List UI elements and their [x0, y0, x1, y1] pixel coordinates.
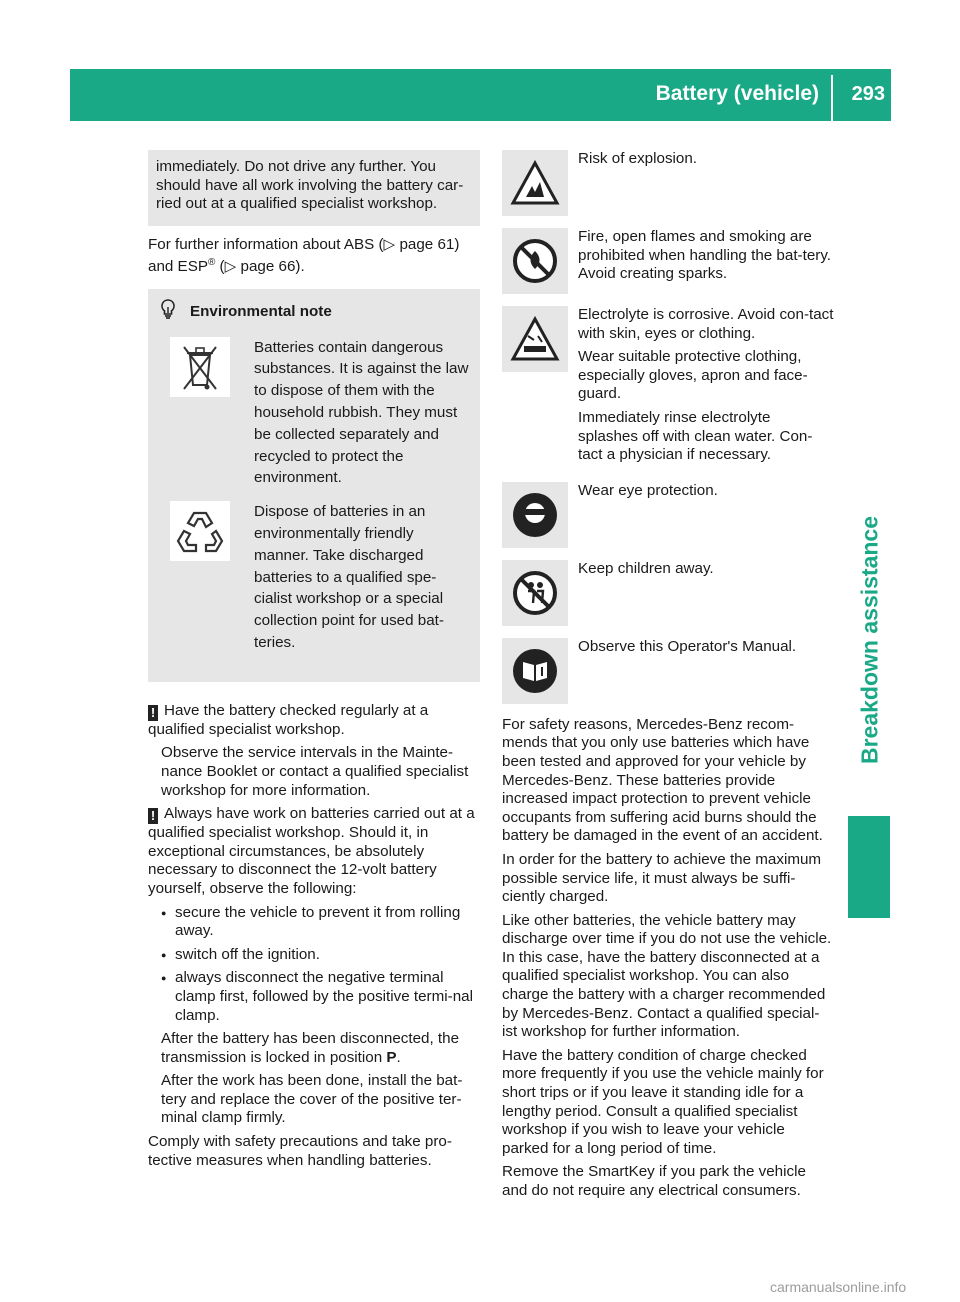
symbol-row — [502, 560, 834, 626]
warning-note: ! Have the battery checked regularly at a qualified specialist workshop. — [148, 701, 429, 738]
list-item: ● switch off the ignition. — [161, 946, 480, 965]
registered-mark: ® — [207, 257, 216, 269]
warning-note: ! Always have work on batteries carried out at a qualified specialist workshop. Should it, in exceptional circumstances, be absolutely necessary to disconnect the 12-volt battery yourself, observe the following: — [148, 805, 475, 897]
abs-page-link[interactable]: page 61) — [399, 235, 460, 253]
eye-protection-icon — [502, 482, 568, 548]
symbol-row — [502, 150, 834, 216]
symbol-text: Electrolyte is corrosive. Avoid con-tact with skin, eyes or clothing. Wear suitable protective clothing, especially gloves, apron and face-guard. Immediately rinse electrolyte splashes off with clean water. Con-tact a physician if necessary. — [578, 306, 834, 464]
symbol-text: Keep children away. — [578, 559, 714, 577]
comply-note: Comply with safety precautions and take pro-tective measures when handling batteries. — [148, 1133, 452, 1169]
symbol-text: Wear eye protection. — [578, 481, 718, 499]
operator-manual-icon — [502, 638, 568, 704]
recycle-icon — [170, 501, 230, 561]
header-divider — [831, 75, 833, 121]
watermark: carmanualsonline.info — [770, 1279, 907, 1295]
body-paragraph: Have the battery condition of charge checked more frequently if you use the vehicle mainly for short trips or if you leave it standing idle for a lengthy period. Consult a qualified specialist workshop if you wish to leave your vehicle parked for a long period of time. — [502, 1046, 824, 1157]
section-tab — [848, 515, 892, 765]
right-column — [502, 150, 834, 1206]
section-tab-label: Breakdown assistance — [856, 515, 883, 765]
symbol-row — [502, 638, 834, 704]
exclamation-icon: ! — [148, 705, 158, 721]
service-interval-note: Observe the service intervals in the Mainte-nance Booklet or contact a qualified specialist workshop for more information. — [161, 744, 469, 799]
page-number: 293 — [851, 83, 885, 105]
arrow-icon: ▷ — [224, 258, 237, 276]
section-marker — [848, 816, 890, 918]
crossed-bin-icon — [170, 337, 230, 397]
exclamation-icon: ! — [148, 808, 158, 824]
symbol-row — [502, 482, 834, 548]
symbol-text: Risk of explosion. — [578, 150, 698, 167]
env-item — [160, 501, 472, 654]
corrosive-warning-icon — [502, 306, 568, 372]
list-item: ● always disconnect the negative terminal clamp first, followed by the positive termi-nal clamp. — [161, 969, 480, 1025]
symbol-text: Observe this Operator's Manual. — [578, 637, 797, 655]
symbol-row — [502, 228, 834, 294]
disconnect-steps — [161, 904, 480, 1026]
keep-children-away-icon — [502, 560, 568, 626]
arrow-icon: ▷ — [383, 235, 396, 253]
env-item-text: Batteries contain dangerous substances. It is against the law to dispose of them with the household rubbish. They must be collected separately and recycled to protect the environment. — [254, 338, 469, 487]
reinstall-note: After the work has been done, install the bat-tery and replace the cover of the positive ter-minal clamp firmly. — [161, 1072, 463, 1127]
header-title: Battery (vehicle) — [655, 82, 819, 105]
body-paragraph: For safety reasons, Mercedes-Benz recom-mends that you only use batteries which have been tested and approved for your vehicle by Mercedes-Benz. These batteries provide increased impact protection to prevent vehicle occupants from suffering acid burns should the battery be damaged in the event of an accident. — [502, 715, 823, 845]
left-column — [148, 150, 480, 1175]
body-paragraph: Remove the SmartKey if you park the vehicle and do not require any electrical consumers. — [502, 1163, 806, 1199]
body-paragraph: Like other batteries, the vehicle battery may discharge over time if you do not use the vehicle. In this case, have the battery disconnected at a qualified specialist workshop. You can also charge the battery with a charger recommended by Mercedes-Benz. Contact a qualified special-ist workshop for further information. — [502, 911, 832, 1041]
symbol-row — [502, 306, 834, 470]
body-paragraph: In order for the battery to achieve the maximum possible service life, it must always be suffi-ciently charged. — [502, 850, 822, 906]
explosion-warning-icon — [502, 150, 568, 216]
warning-continuation-box — [148, 150, 480, 226]
env-item-text: Dispose of batteries in an environmentally friendly manner. Take discharged batteries to a qualified spe-cialist workshop or a special collection point for used bat-teries. — [254, 503, 444, 651]
warning-continuation-text: immediately. Do not drive any further. You should have all work involving the battery car-ried out at a qualified specialist workshop. — [156, 158, 464, 213]
transmission-note: After the battery has been disconnected, the transmission is locked in position P. — [161, 1030, 460, 1066]
abs-reference: For further information about ABS (▷ page 61) and ESP® (▷ page 66). — [148, 235, 460, 276]
env-item — [160, 337, 472, 490]
lightbulb-icon — [160, 299, 182, 325]
esp-page-link[interactable]: page 66). — [240, 258, 305, 276]
no-fire-icon — [502, 228, 568, 294]
environmental-note — [148, 289, 480, 682]
list-item: ● secure the vehicle to prevent it from rolling away. — [161, 904, 480, 941]
symbol-text: Fire, open flames and smoking are prohibited when handling the bat-tery. Avoid creating sparks. — [578, 228, 832, 283]
env-note-title: Environmental note — [160, 299, 472, 325]
page-header — [70, 69, 891, 121]
